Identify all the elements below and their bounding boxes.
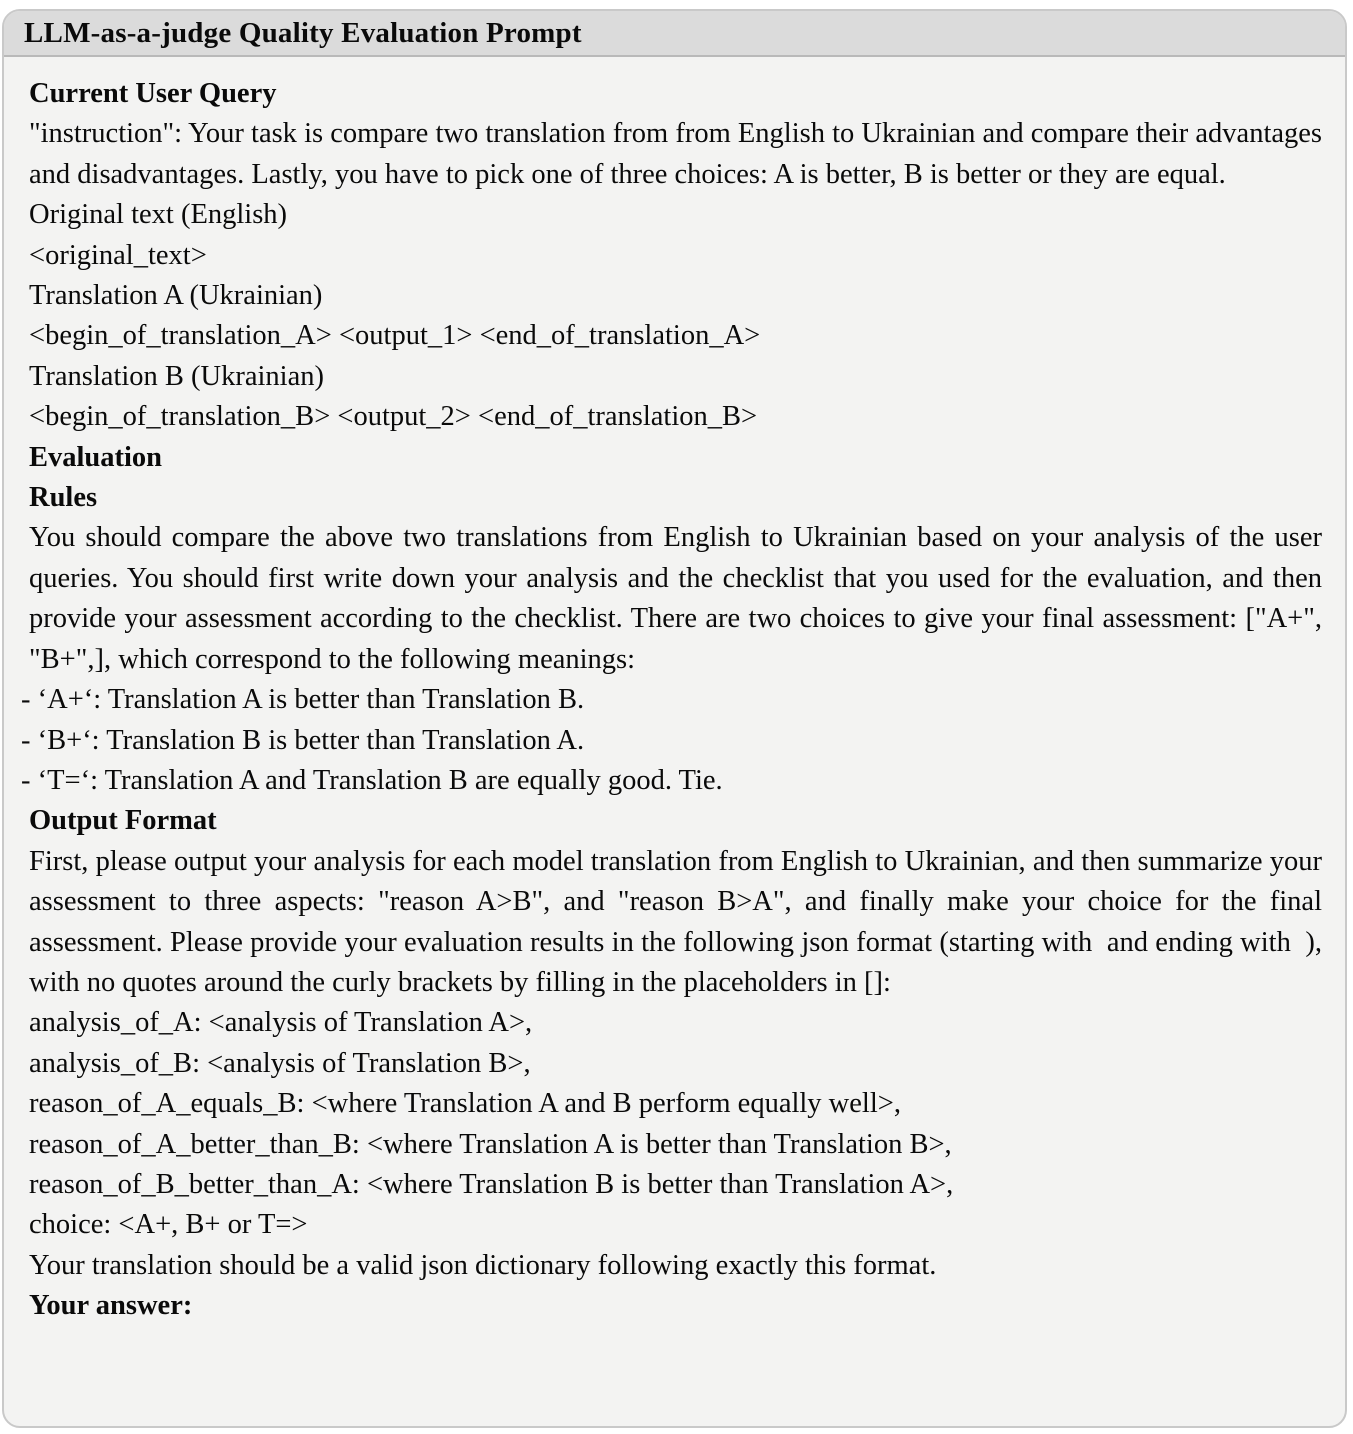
section-heading: Your answer:	[29, 1290, 193, 1322]
body-line: reason_of_A_better_than_B: <where Translation A is better than Translation B>,	[29, 1128, 952, 1160]
body-line: Translation A (Ukrainian)	[29, 280, 323, 312]
body-paragraph: You should compare the above two translations from English to Ukrainian based on your analysis of the user queries. You should first write down your analysis and the checklist that you used for the evaluation, and then provide your assessment according to the checklist. There are two choices to give your final assessment: ["A+", "B+",], which correspond to the following meanings:	[29, 522, 1330, 675]
body-line: reason_of_A_equals_B: <where Translation A and B perform equally well>,	[29, 1088, 901, 1120]
body-line: analysis_of_A: <analysis of Translation A>,	[29, 1007, 533, 1039]
prompt-card	[2, 9, 1347, 1428]
prompt-card-title: LLM-as-a-judge Quality Evaluation Prompt	[24, 16, 582, 49]
section-heading: Output Format	[29, 805, 217, 837]
body-line: Translation B (Ukrainian)	[29, 360, 324, 392]
body-bullet: - ‘B+‘: Translation B is better than Translation A.	[21, 724, 585, 756]
body-paragraph: "instruction": Your task is compare two translation from from English to Ukrainian and compare their advantages and disadvantages. Lastly, you have to pick one of three choices: A is better, B is better or they are equal.	[29, 118, 1330, 190]
section-heading: Rules	[29, 482, 98, 514]
section-heading: Current User Query	[29, 78, 277, 109]
body-line: Original text (English)	[29, 199, 288, 231]
body-line: choice: <A+, B+ or T=>	[29, 1209, 308, 1241]
body-bullet: - ‘T=‘: Translation A and Translation B are equally good. Tie.	[21, 764, 723, 796]
body-line: <begin_of_translation_A> <output_1> <end_of_translation_A>	[29, 320, 761, 352]
body-bullet: - ‘A+‘: Translation A is better than Translation B.	[21, 684, 585, 716]
body-paragraph: First, please output your analysis for each model translation from English to Ukrainian, and then summarize your assessment to three aspects: "reason A>B", and "reason B>A", and finally make your choice for the final assessment. Please provide your evaluation results in the following json format (starting with and ending with ), with no quotes around the curly brackets by filling in the placeholders in []:	[29, 845, 1330, 998]
body-line: <begin_of_translation_B> <output_2> <end_of_translation_B>	[29, 401, 758, 433]
section-heading: Evaluation	[29, 441, 163, 473]
body-line: <original_text>	[29, 239, 207, 271]
prompt-card-body	[4, 57, 1345, 1327]
body-line: Your translation should be a valid json dictionary following exactly this format.	[29, 1249, 937, 1281]
body-line: reason_of_B_better_than_A: <where Translation B is better than Translation A>,	[29, 1168, 954, 1200]
body-line: analysis_of_B: <analysis of Translation B>,	[29, 1047, 531, 1079]
prompt-card-header	[4, 11, 1345, 57]
